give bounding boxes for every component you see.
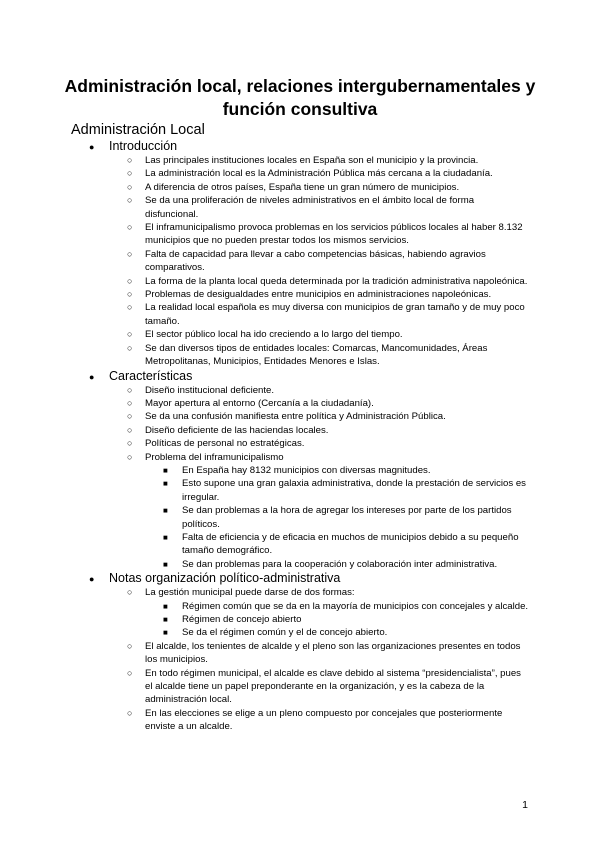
- outline-list-item: ○ La realidad local española es muy diversa con municipios de gran tamaño y de muy poco tamaño.: [0, 301, 600, 328]
- outline-subitem: ■ Régimen de concejo abierto: [0, 613, 600, 626]
- outline-content: [0, 139, 600, 734]
- outline-list-item: ○ Falta de capacidad para llevar a cabo competencias básicas, habiendo agravios comparativos.: [0, 248, 600, 275]
- outline-heading-item: [0, 369, 600, 384]
- outline-list-item: ○ El inframunicipalismo provoca problemas en los servicios públicos locales al haber 8.132 municipios que no pueden prestar todos los mismos servicios.: [0, 221, 600, 248]
- page-title: Administración local, relaciones intergubernamentales y función consultiva: [64, 76, 536, 119]
- outline-list-item: ○ En todo régimen municipal, el alcalde es clave debido al sistema “presidencialista”, pues el alcalde tiene un papel preponderante en la organización, y es la cabeza de la administración local.: [0, 667, 600, 707]
- section-title: Administración Local: [71, 122, 205, 138]
- outline-list-item: ○ Se dan diversos tipos de entidades locales: Comarcas, Mancomunidades, Áreas Metropolitanas, Municipios, Entidades Menores e Islas.: [0, 342, 600, 369]
- outline-list-item: ○ La administración local es la Administración Pública más cercana a la ciudadanía.: [0, 167, 600, 180]
- outline-list-item: ○ Diseño deficiente de las haciendas locales.: [0, 424, 600, 437]
- outline-list-item: ○ La gestión municipal puede darse de dos formas:: [0, 586, 600, 599]
- outline-list-item: ○ Políticas de personal no estratégicas.: [0, 437, 600, 450]
- outline-subitem: ■ En España hay 8132 municipios con diversas magnitudes.: [0, 464, 600, 477]
- outline-list-item: ○ Problema del inframunicipalismo: [0, 451, 600, 464]
- outline-subitem: ■ Falta de eficiencia y de eficacia en muchos de municipios debido a su pequeño tamaño demográfico.: [0, 531, 600, 558]
- outline-list-item: ○ Se da una confusión manifiesta entre política y Administración Pública.: [0, 410, 600, 423]
- outline-subitem: ■ Esto supone una gran galaxia administrativa, donde la prestación de servicios es irregular.: [0, 477, 600, 504]
- outline-list-item: ○ Problemas de desigualdades entre municipios en administraciones napoleónicas.: [0, 288, 600, 301]
- outline-list-item: ○ A diferencia de otros países, España tiene un gran número de municipios.: [0, 181, 600, 194]
- outline-list-item: ○ Diseño institucional deficiente.: [0, 384, 600, 397]
- outline-heading-text: ● Introducción: [109, 139, 178, 153]
- outline-subitem: ■ Régimen común que se da en la mayoría de municipios con concejales y alcalde.: [0, 600, 600, 613]
- outline-list-item: ○ El alcalde, los tenientes de alcalde y el pleno son las organizaciones presentes en todos los municipios.: [0, 640, 600, 667]
- outline-subitem: ■ Se dan problemas para la cooperación y colaboración inter administrativa.: [0, 558, 600, 571]
- outline-list: [0, 139, 600, 734]
- outline-heading-text: ● Notas organización político-administrativa: [109, 571, 341, 586]
- outline-list-item: ○ El sector público local ha ido creciendo a lo largo del tiempo.: [0, 328, 600, 341]
- outline-subitem: ■ Se dan problemas a la hora de agregar los intereses por parte de los partidos políticos.: [0, 504, 600, 531]
- outline-list-item: ○ En las elecciones se elige a un pleno compuesto por concejales que posteriormente enviste a un alcalde.: [0, 707, 600, 734]
- outline-heading-text: ● Características: [109, 368, 193, 383]
- outline-heading-item: [0, 571, 600, 586]
- outline-list-item: ○ Las principales instituciones locales en España son el municipio y la provincia.: [0, 154, 600, 167]
- outline-subitem: ■ Se da el régimen común y el de concejo abierto.: [0, 626, 600, 639]
- page-number: 1: [522, 799, 528, 811]
- outline-heading-item: [0, 139, 600, 154]
- outline-list-item: ○ La forma de la planta local queda determinada por la tradición administrativa napoleónica.: [0, 275, 600, 288]
- outline-list-item: ○ Se da una proliferación de niveles administrativos en el ámbito local de forma disfuncional.: [0, 194, 600, 221]
- outline-list-item: ○ Mayor apertura al entorno (Cercanía a la ciudadanía).: [0, 397, 600, 410]
